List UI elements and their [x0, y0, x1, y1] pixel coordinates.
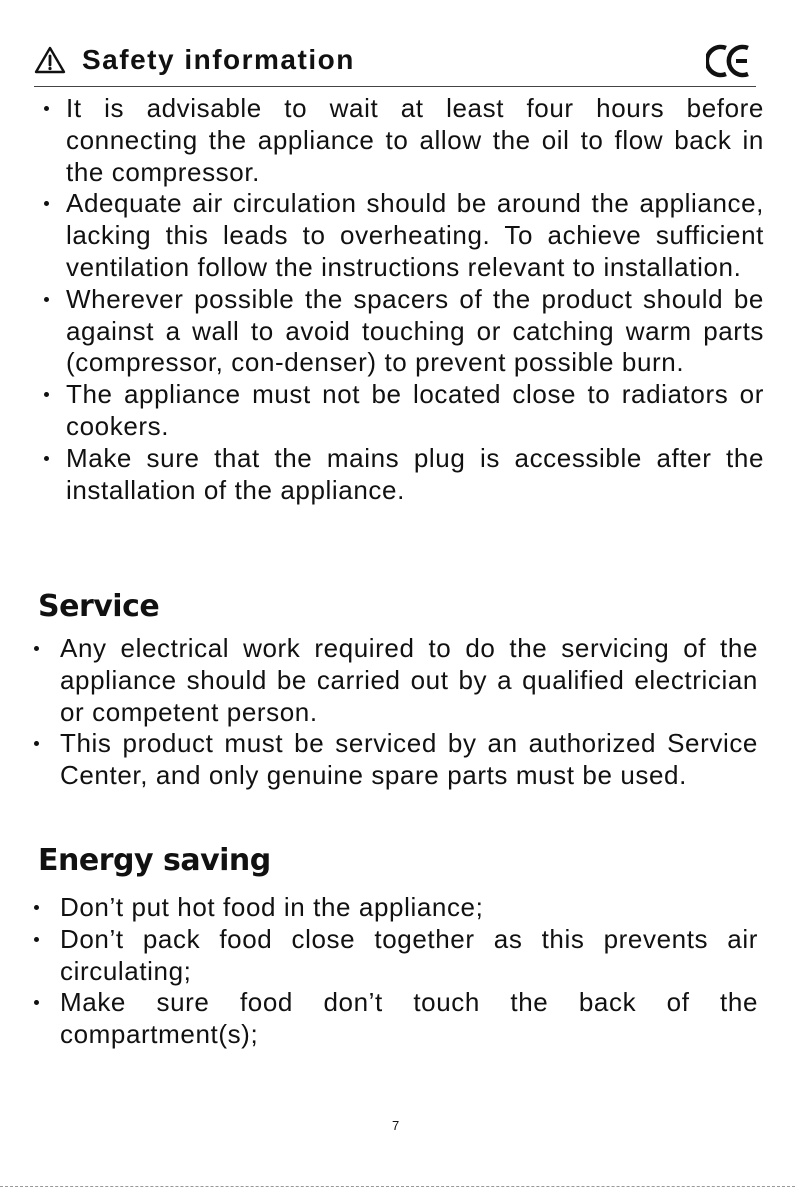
- list-item: Adequate air circulation should be around the appliance, lacking this leads to overheating. To achieve sufficient ventilation follow the instructions relevant to installation.: [34, 188, 764, 283]
- list-item: This product must be serviced by an authorized Service Center, and only genuine spare parts must be used.: [28, 728, 758, 792]
- page-number: 7: [392, 1118, 400, 1133]
- service-heading: Service: [38, 589, 160, 624]
- page-title: Safety information: [82, 44, 355, 75]
- list-item: Don’t pack food close together as this prevents air circulating;: [28, 924, 758, 988]
- list-item: The appliance must not be located close to radiators or cookers.: [34, 379, 764, 443]
- warning-triangle-icon: [34, 46, 66, 74]
- list-item: Don’t put hot food in the appliance;: [28, 892, 758, 924]
- ce-mark-icon: [706, 44, 752, 78]
- list-item: Make sure food don’t touch the back of the compartment(s);: [28, 987, 758, 1051]
- safety-list: [34, 93, 764, 506]
- list-item: Wherever possible the spacers of the product should be against a wall to avoid touching or catching warm parts (compressor, con-denser) to prevent possible burn.: [34, 284, 764, 379]
- section-header: [34, 42, 756, 87]
- bottom-divider: [0, 1186, 795, 1187]
- list-item: It is advisable to wait at least four hours before connecting the appliance to allow the oil to flow back in the compressor.: [34, 93, 764, 188]
- service-list: [28, 633, 758, 792]
- energy-saving-heading: Energy saving: [38, 843, 271, 878]
- energy-saving-list: [28, 892, 758, 1051]
- list-item: Any electrical work required to do the servicing of the appliance should be carried out by a qualified electrician or competent person.: [28, 633, 758, 728]
- list-item: Make sure that the mains plug is accessible after the installation of the appliance.: [34, 443, 764, 507]
